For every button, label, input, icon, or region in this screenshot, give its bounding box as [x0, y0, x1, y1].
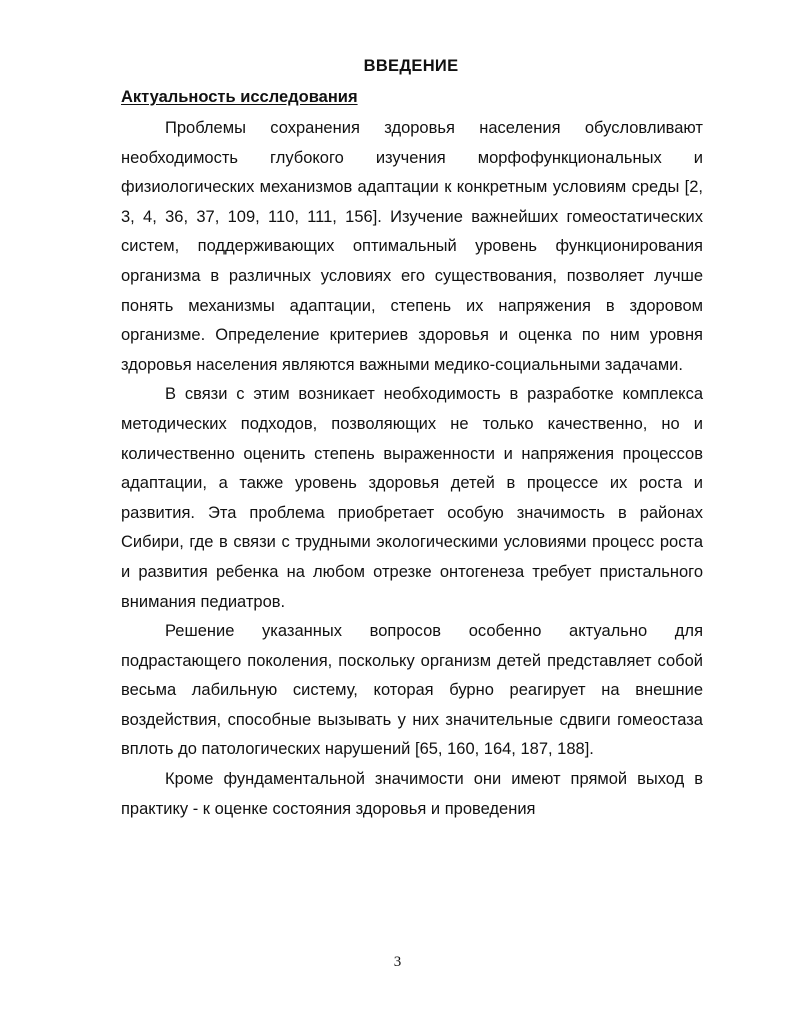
paragraph: Кроме фундаментальной значимости они имеют прямой выход в практику - к оценке состояния здоровья и проведения — [121, 770, 703, 818]
body-text — [121, 114, 703, 824]
page-number: 3 — [393, 954, 402, 970]
page-title: ВВЕДЕНИЕ — [363, 57, 459, 75]
paragraph: Проблемы сохранения здоровья населения обусловливают необходимость глубокого изучения морфофункциональных и физиологических механизмов адаптации к конкретным условиям среды [2, 3, 4, 36, 37, 109, 110, 111, 156]. Изучение важнейших гомеостатических систем, поддерживающих оптимальный уровень функционирования организма в различных условиях его существования, позволяет лучше понять механизмы адаптации, степень их напряжения в здоровом организме. Определение критериев здоровья и оценка по ним уровня здоровья населения являются важными медико-социальными задачами. — [121, 119, 703, 374]
paragraph: Решение указанных вопросов особенно актуально для подрастающего поколения, поскольку организм детей представляет собой весьма лабильную систему, которая бурно реагирует на внешние воздействия, способные вызывать у них значительные сдвиги гомеостаза вплоть до патологических нарушений [65, 160, 164, 187, 188]. — [121, 622, 703, 759]
paragraph: В связи с этим возникает необходимость в разработке комплекса методических подходов, позволяющих не только качественно, но и количественно оценить степень выраженности и напряжения процессов адаптации, а также уровень здоровья детей в процессе их роста и развития. Эта проблема приобретает особую значимость в районах Сибири, где в связи с трудными экологическими условиями процесс роста и развития ребенка на любом отрезке онтогенеза требует пристального внимания педиатров. — [121, 385, 703, 611]
section-heading: Актуальность исследования — [121, 88, 358, 106]
